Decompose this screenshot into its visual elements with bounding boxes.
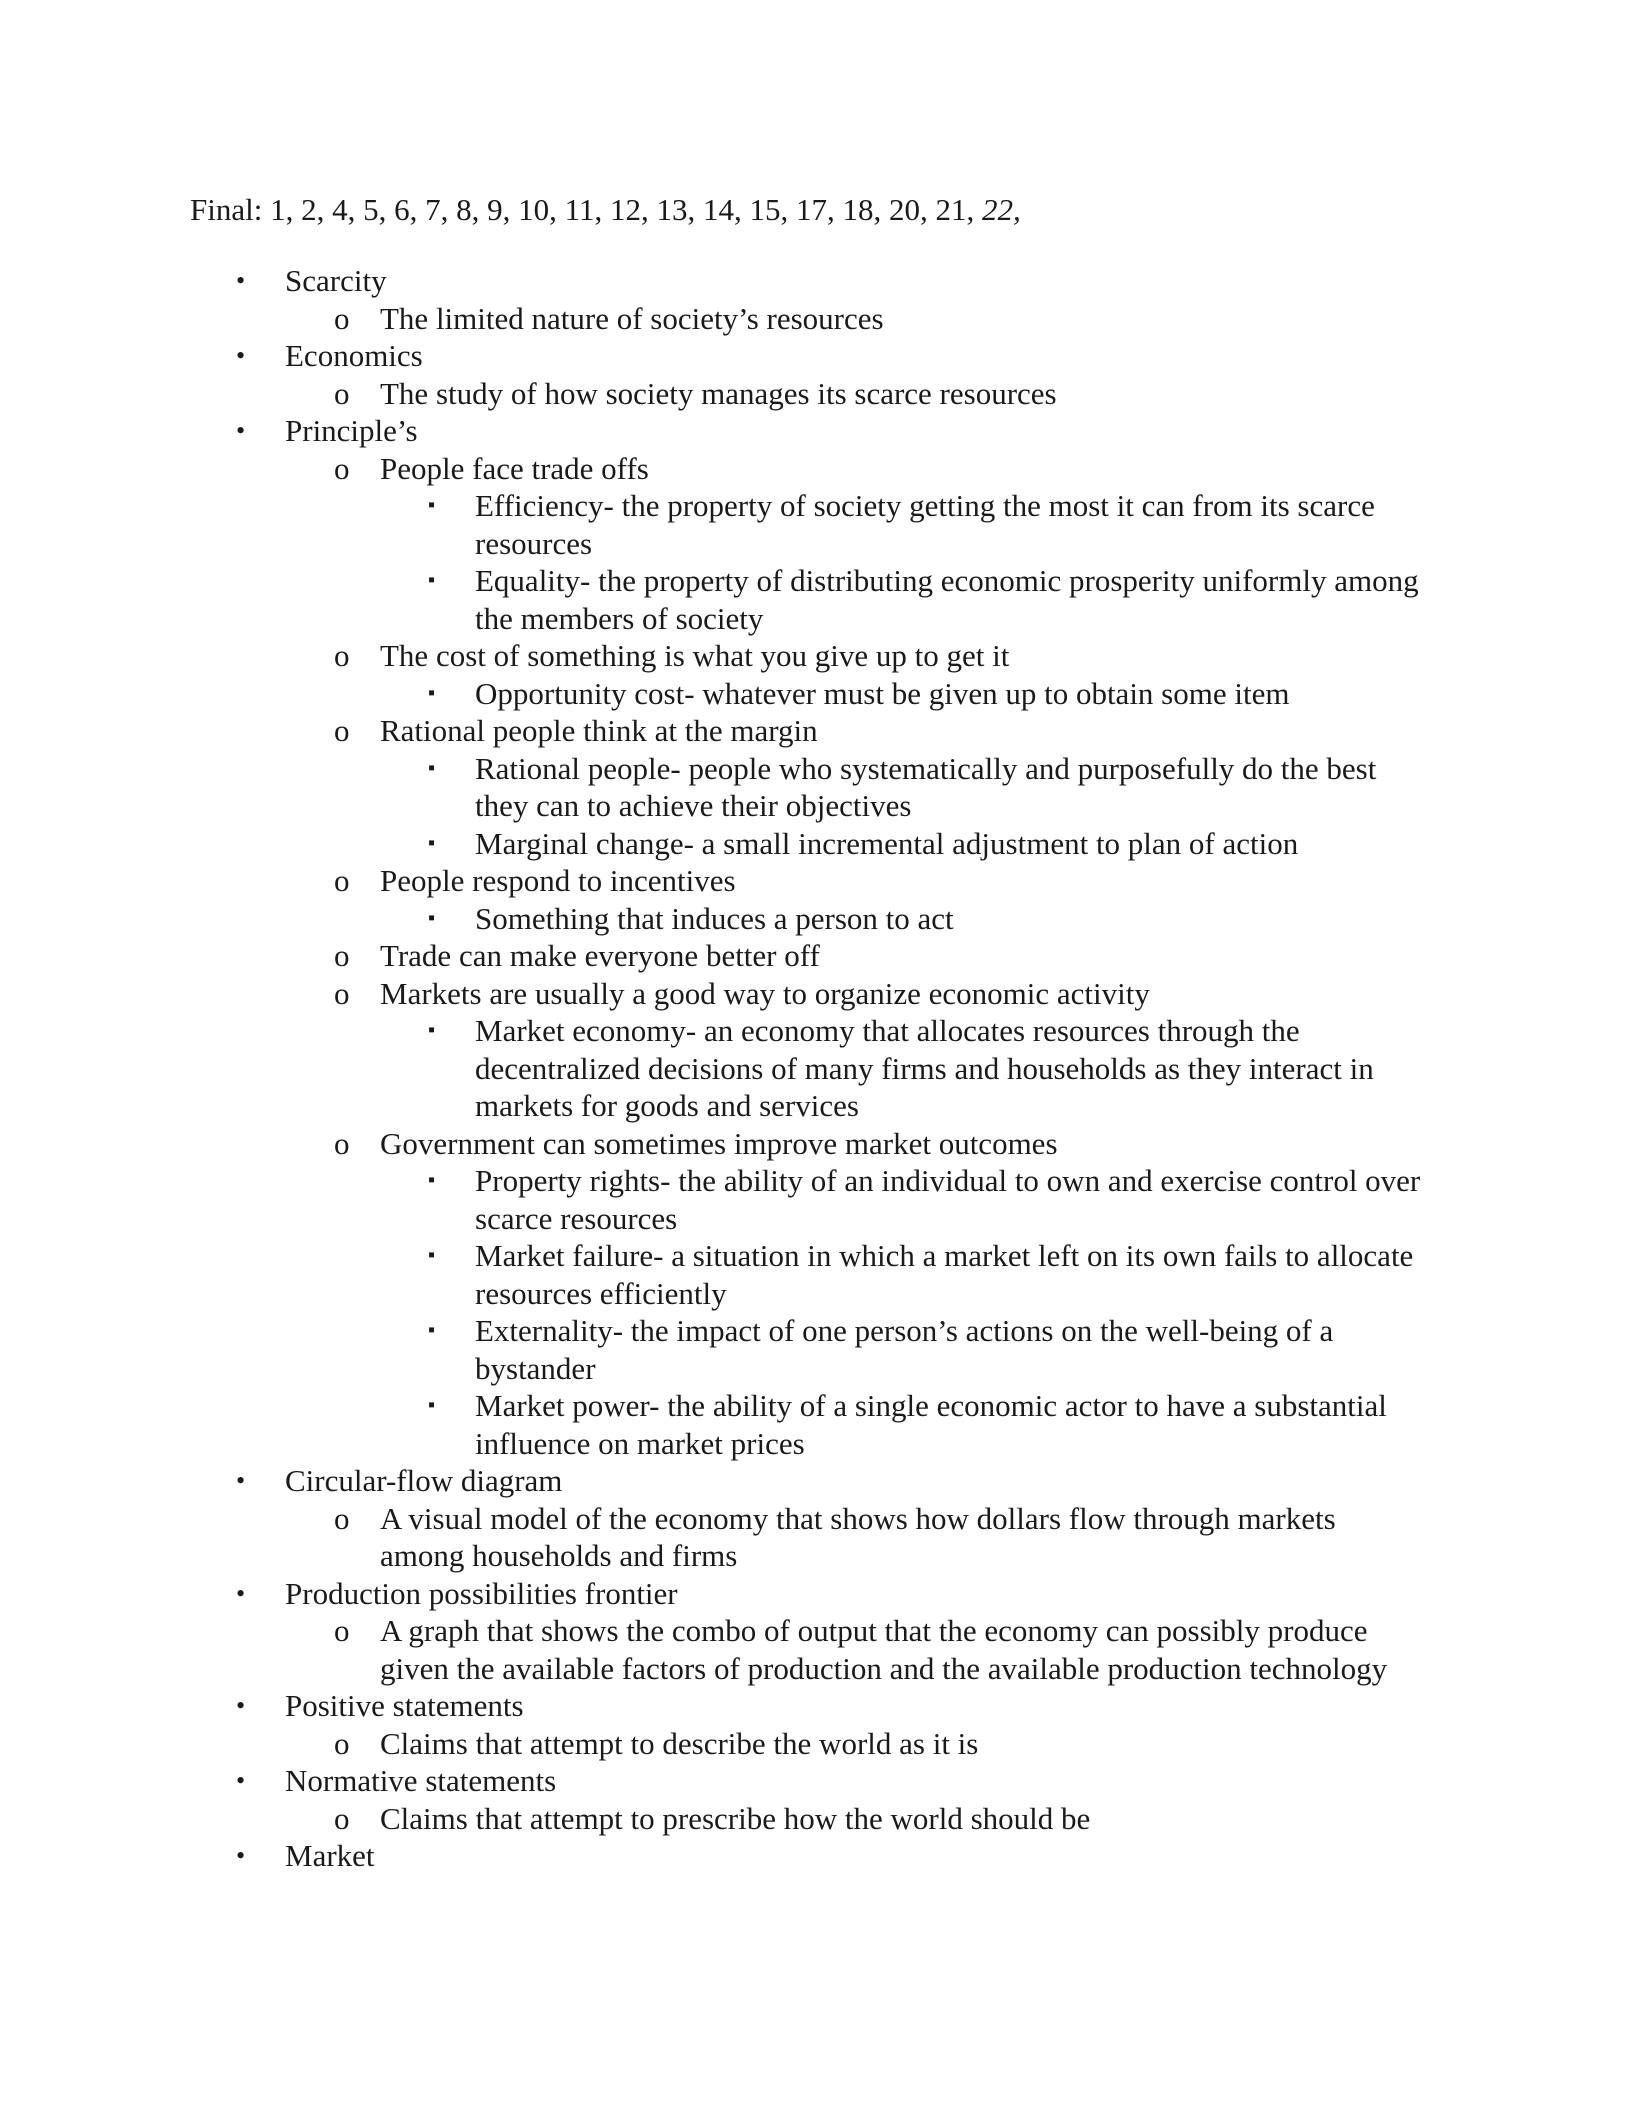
term-label: Economics xyxy=(285,338,423,373)
sub-bullet-marker: o xyxy=(334,713,350,748)
principle-detail xyxy=(0,900,1640,938)
outline-item-circular-flow xyxy=(0,1462,1640,1500)
sub-bullet-marker: o xyxy=(334,1800,350,1836)
square-bullet-marker: ▪ xyxy=(428,494,436,516)
outline-item-positive-statements xyxy=(0,1687,1640,1725)
principle-title: Trade can make everyone better off xyxy=(380,938,820,973)
detail-text: Equality- the property of distributing economic prosperity uniformly among the members of society xyxy=(475,563,1419,636)
term-label: Principle’s xyxy=(285,413,418,448)
outline-item-market xyxy=(0,1837,1640,1875)
outline-item-normative-statements xyxy=(0,1762,1640,1800)
principle-item xyxy=(0,712,1640,750)
detail-text: Opportunity cost- whatever must be given up to obtain some item xyxy=(475,675,1290,711)
principle-item xyxy=(0,862,1640,900)
outline-item-principles xyxy=(0,412,1640,450)
outline-item-ppf xyxy=(0,1575,1640,1613)
principle-item xyxy=(0,1125,1640,1163)
detail-text: Externality- the impact of one person’s actions on the well-being of a bystander xyxy=(475,1313,1334,1386)
square-bullet-marker: ▪ xyxy=(428,1019,436,1041)
principle-item xyxy=(0,975,1640,1013)
sub-bullet-marker: o xyxy=(334,975,350,1011)
detail-text: Property rights- the ability of an individual to own and exercise control over scarce resources xyxy=(475,1163,1421,1236)
principle-detail xyxy=(0,1012,1640,1125)
principle-detail xyxy=(0,825,1640,863)
principle-title: The cost of something is what you give up to get it xyxy=(380,638,1010,673)
term-label: Production possibilities frontier xyxy=(285,1575,678,1611)
principle-detail xyxy=(0,1237,1640,1312)
definition-item xyxy=(0,1612,1640,1687)
detail-text: Marginal change- a small incremental adjustment to plan of action xyxy=(475,825,1299,861)
square-bullet-marker: ▪ xyxy=(428,1169,436,1191)
detail-text: Market economy- an economy that allocates resources through the decentralized decisions of many firms and households as they interact in markets for goods and services xyxy=(475,1013,1374,1123)
principle-detail xyxy=(0,675,1640,713)
sub-bullet-marker: o xyxy=(334,375,350,411)
sub-bullet-marker: o xyxy=(334,638,350,673)
term-label: Normative statements xyxy=(285,1763,557,1798)
bullet-marker: • xyxy=(236,1766,246,1795)
final-chapters-line xyxy=(190,190,1021,230)
bullet-marker: • xyxy=(236,266,246,295)
principle-detail xyxy=(0,750,1640,825)
square-bullet-marker: ▪ xyxy=(428,831,436,854)
definition-text: A visual model of the economy that shows how dollars flow through markets among households and firms xyxy=(380,1500,1336,1573)
square-bullet-marker: ▪ xyxy=(428,1394,436,1416)
bullet-marker: • xyxy=(236,1691,246,1720)
outline-item-economics xyxy=(0,337,1640,375)
sub-bullet-marker: o xyxy=(334,938,350,973)
definition-text: Claims that attempt to describe the world as it is xyxy=(380,1725,979,1761)
outline-item-scarcity xyxy=(0,262,1640,300)
square-bullet-marker: ▪ xyxy=(428,1319,436,1341)
bullet-marker: • xyxy=(236,1578,246,1608)
final-chapters-text: Final: 1, 2, 4, 5, 6, 7, 8, 9, 10, 11, 12, 13, 14, 15, 17, 18, 20, 21, xyxy=(190,192,982,227)
principle-detail xyxy=(0,1387,1640,1462)
detail-text: Rational people- people who systematically and purposefully do the best they can to achieve their objectives xyxy=(475,750,1377,823)
principle-title: Markets are usually a good way to organize economic activity xyxy=(380,975,1150,1011)
definition-item xyxy=(0,1500,1640,1575)
principle-title: People respond to incentives xyxy=(380,863,736,898)
term-label: Circular-flow diagram xyxy=(285,1463,563,1498)
definition-text: A graph that shows the combo of output that the economy can possibly produce given the available factors of production and the available production technology xyxy=(380,1613,1388,1686)
sub-bullet-marker: o xyxy=(334,1125,350,1161)
definition-item xyxy=(0,375,1640,413)
definition-text: The study of how society manages its scarce resources xyxy=(380,375,1057,411)
definition-item xyxy=(0,1725,1640,1763)
sub-bullet-marker: o xyxy=(334,1725,350,1761)
definition-text: Claims that attempt to prescribe how the world should be xyxy=(380,1800,1091,1836)
definition-item xyxy=(0,1800,1640,1838)
bullet-marker: • xyxy=(236,1466,246,1495)
principle-item xyxy=(0,637,1640,675)
term-label: Positive statements xyxy=(285,1688,524,1723)
definition-text: The limited nature of society’s resources xyxy=(380,300,884,336)
sub-bullet-marker: o xyxy=(334,863,350,898)
principle-title: People face trade offs xyxy=(380,450,649,486)
detail-text: Market power- the ability of a single economic actor to have a substantial influence on market prices xyxy=(475,1388,1387,1461)
term-label: Scarcity xyxy=(285,263,387,298)
principle-detail xyxy=(0,1162,1640,1237)
definition-item xyxy=(0,300,1640,338)
detail-text: Market failure- a situation in which a market left on its own fails to allocate resources efficiently xyxy=(475,1238,1414,1311)
final-chapters-last: 22, xyxy=(981,192,1021,227)
sub-bullet-marker: o xyxy=(334,1500,350,1536)
principle-title: Rational people think at the margin xyxy=(380,713,818,748)
bullet-marker: • xyxy=(236,416,246,445)
principle-detail xyxy=(0,1312,1640,1387)
square-bullet-marker: ▪ xyxy=(428,756,436,779)
square-bullet-marker: ▪ xyxy=(428,1244,436,1266)
bullet-marker: • xyxy=(236,341,246,370)
sub-bullet-marker: o xyxy=(334,300,350,336)
detail-text: Efficiency- the property of society getting the most it can from its scarce resources xyxy=(475,488,1375,561)
principle-title: Government can sometimes improve market outcomes xyxy=(380,1125,1058,1161)
principle-item xyxy=(0,450,1640,488)
sub-bullet-marker: o xyxy=(334,1613,350,1648)
notes-outline xyxy=(0,262,1640,1875)
square-bullet-marker: ▪ xyxy=(428,569,436,591)
detail-text: Something that induces a person to act xyxy=(475,900,954,936)
principle-detail xyxy=(0,562,1640,637)
term-label: Market xyxy=(285,1838,375,1873)
bullet-marker: • xyxy=(236,1841,246,1870)
square-bullet-marker: ▪ xyxy=(428,906,436,929)
sub-bullet-marker: o xyxy=(334,450,350,486)
square-bullet-marker: ▪ xyxy=(428,681,436,704)
principle-item xyxy=(0,937,1640,975)
principle-detail xyxy=(0,487,1640,562)
